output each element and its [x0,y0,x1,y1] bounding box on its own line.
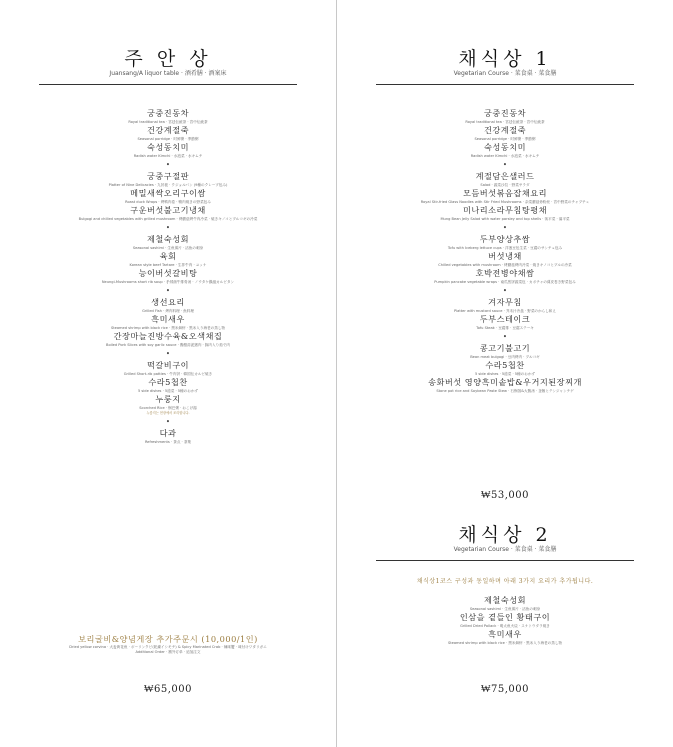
separator-dot: • [165,224,171,232]
vegetarian-2-price: ₩75,000 [481,684,529,695]
menu-item-translation: Grilled Fish · 烤肉料理 · 魚料理 [142,309,194,313]
nurungji-note: 누룽지는 현장에서 조리합니다. [146,411,190,415]
menu-item-korean-name: 누룽지 [155,394,181,404]
menu-item-translation: Pumpkin pancake vegetable wraps · 南瓜煎饼蔬菜包 · カボチャの薄皮巻き野菜包み [434,280,576,284]
menu-item-translation: Royal traditional tea · 宮廷伝統茶 · 宮中伝統茶 [128,120,208,124]
menu-item [0,188,336,205]
menu-item-korean-name: 미나리소라무침탕평채 [462,205,548,215]
menu-item-translation: Stone pot rice and Soybean Paste Stew · 石锅饭&大酱汤 · 釜飯とテンジャンチゲ [436,389,574,393]
menu-item-korean-name: 제철숙성회 [483,595,527,605]
menu-item-translation: Tofu Steak · 豆腐排 · 豆腐ステーキ [476,326,534,330]
menu-item-translation: Steamed shrimp with black rice · 黑米焖虾 · 黒米入り海老の蒸し物 [447,641,563,645]
header-rule [39,84,297,85]
menu-item [337,188,673,205]
menu-item [337,142,673,159]
vegetarian-1-price: ₩53,000 [481,490,529,501]
menu-item-translation: Seasonal porridge · 时鲜粥 · 季節粥 [137,137,199,141]
menu-item-translation: Mung Bean Jelly Salad with water parsley and top shells · 荡平菜 · 蕩平菜 [440,217,570,221]
menu-item-translation: Seasonal sashimi · 生鱼薄片 · 活魚の刺身 [132,246,204,250]
menu-subtitle: Vegetarian Course · 菜食桌 · 菜食膳 [453,546,557,553]
menu-item-korean-name: 궁중진동차 [483,108,527,118]
vegetarian-2-header [337,524,673,561]
menu-item [0,205,336,222]
separator-dot: • [502,161,508,169]
menu-item-translation: Seasonal porridge · 时鲜粥 · 季節粥 [474,137,536,141]
menu-item-korean-name: 콩고기불고기 [479,343,531,353]
juansang-header [0,48,336,85]
separator-dot: • [165,350,171,358]
menu-item-korean-name: 모듬버섯볶음잡채요리 [462,188,548,198]
menu-item-translation: Chilled vegetables with mushroom · 烤蘑菇烤肉冷菜 · 焼きキノコとプルの冷菜 [438,263,572,267]
menu-item [0,234,336,251]
juansang-course-list [0,108,336,445]
addon-order-section [0,634,336,655]
menu-item [337,314,673,331]
menu-item-translation: Platter with mustard sauce · 芥末汁冷盘 · 野菜のからし和え [454,309,556,313]
addon-detail-2: Additional Order · 额外订单 · 追加注文 [135,650,201,654]
menu-item-translation: Bulgogi and chilled vegetables with grilled mushroom · 烤蘑菇烤牛肉冷菜 · 焼きキノコとプルコギの冷菜 [78,217,258,221]
menu-item [0,377,336,394]
menu-item [337,205,673,222]
header-rule [376,560,634,561]
separator-dot: • [165,161,171,169]
juansang-price-block [0,684,336,695]
menu-item [337,629,673,646]
menu-item [337,377,673,394]
menu-item-korean-name: 건강계절죽 [146,125,190,135]
menu-item-translation: Tofu with Iceberg lettuce cups · 洋葱豆包生菜 · 豆腐のサンチュ包み [447,246,563,250]
menu-item-korean-name: 구운버섯불고기냉채 [130,205,206,215]
menu-item [337,125,673,142]
menu-item-translation: Scorched Rice · 锅巴粥 · おこげ湯 [139,406,197,410]
header-rule [376,84,634,85]
menu-item-korean-name: 흑미새우 [488,629,522,639]
menu-item [337,251,673,268]
menu-item [0,428,336,445]
menu-title: 주 안 상 [124,48,212,70]
menu-item [0,314,336,331]
vegetarian-2-price-block [337,684,673,695]
menu-item-translation: Boiled Pork Slices with soy garlic sauce · 酱醋蒜泥猪肉 · 豚肉入り茹で肉 [105,343,230,347]
menu-item-translation: Royal traditional tea · 宮廷伝統茶 · 宮中伝統茶 [465,120,545,124]
menu-item-korean-name: 궁중구절판 [146,171,190,181]
menu-item [337,171,673,188]
menu-item-translation: 5 side dishes · 5道菜 · 5種のおかず [137,389,199,393]
menu-item-translation: 5 side dishes · 5道菜 · 5種のおかず [474,372,536,376]
menu-item [337,108,673,125]
vegetarian-1-course-list [337,108,673,394]
menu-item [337,268,673,285]
menu-item-translation: Bean meat bulgogi · 豆肉烤肉 · プルコギ [470,355,540,359]
menu-item-korean-name: 다과 [159,428,177,438]
menu-title: 채식상 2 [458,524,552,546]
menu-item [0,171,336,188]
separator-dot: • [165,418,171,426]
menu-item-korean-name: 계절담은샐러드 [475,171,535,181]
menu-item-translation: Salad · 蔬菜沙拉 · 野菜サラダ [480,183,530,187]
menu-item-translation: Grilled Short-rib patties · 牛肉饼 · 韓国伝カルビ焼き [123,372,213,376]
menu-item-translation: Seasonal sashimi · 生鱼薄片 · 活魚の刺身 [469,607,541,611]
menu-item-korean-name: 궁중진동차 [146,108,190,118]
menu-item-korean-name: 호박전병야채쌈 [475,268,535,278]
menu-item-korean-name: 제철숙성회 [146,234,190,244]
menu-item-translation: Roast duck Wraps · 烤鸭肉卷 · 鴨肉焼きの野菜包み [125,200,211,204]
menu-item [0,251,336,268]
menu-item [0,268,336,285]
menu-item-korean-name: 생선요리 [151,297,185,307]
menu-item [0,394,336,411]
menu-item-translation: Korean style beef Tartare · 生拌牛肉 · ユッケ [129,263,207,267]
menu-item [0,125,336,142]
menu-item-korean-name: 능이버섯갈비탕 [138,268,198,278]
menu-item-translation: Steamed shrimp with black rice · 黑米焖虾 · 黒米入り海老の蒸し物 [110,326,226,330]
separator-dot: • [165,287,171,295]
menu-item-translation: Grilled Dried Pollack · 明太鱼火烧 · スケトウダラ焼き [460,624,550,628]
menu-item-korean-name: 간장마늘진방수육&오색채집 [113,331,223,341]
menu-item-korean-name: 겨자무침 [488,297,522,307]
menu-item-korean-name: 흑미새우 [151,314,185,324]
addon-detail: Dried yellow corvina · 大麦黄花鱼 · ボーリンクビ(乾燥イシモチ) & Spicy Marinated Crab · 辣味蟹 · 味付けワタリガニ [69,645,267,649]
menu-item-translation: Radish water Kimchi · 水泡菜 · 水キムチ [470,154,540,158]
addon-title: 보리굴비&양념게장 추가주문시 (10,000/1인) [78,634,258,644]
menu-item-korean-name: 수라5첩찬 [485,360,525,370]
menu-item-korean-name: 숙성동치미 [483,142,527,152]
menu-item-korean-name: 인삼을 곁들인 황태구이 [459,612,551,622]
menu-item [0,142,336,159]
menu-item [337,234,673,251]
menu-item [337,297,673,314]
menu-subtitle: Juansang/A liquor table · 酒肴膳 · 酒案床 [109,70,227,77]
menu-item [337,343,673,360]
menu-item [0,108,336,125]
menu-item-korean-name: 버섯냉채 [488,251,522,261]
menu-item-translation: Platter of Nine Delicacies · 九折板 · クジョルパン (9種のクレープ包み) [108,183,228,187]
menu-item-korean-name: 두부스테이크 [479,314,531,324]
menu-item [337,595,673,612]
menu-item [337,360,673,377]
menu-item [0,297,336,314]
menu-subtitle: Vegetarian Course · 菜食桌 · 菜食膳 [453,70,557,77]
separator-dot: • [502,287,508,295]
menu-item-korean-name: 숙성동치미 [146,142,190,152]
separator-dot: • [502,333,508,341]
menu-item-translation: Refreshments · 茶点 · 茶菓 [144,440,192,444]
menu-item-translation: Royal Stir-fried Glass Noodles with Stir Fried Mushrooms · 杂菜蘑菇炒粉丝 · 宮中野菜のチャプチェ [420,200,590,204]
menu-item [0,360,336,377]
vegetarian-1-header [337,48,673,85]
menu-item-korean-name: 메밀새싹오리구이쌈 [130,188,206,198]
juansang-price: ₩65,000 [144,684,192,695]
menu-item-translation: Neungi-Mushrooms short rib soup · 矛绒菌牛排骨汤 · ノウタケ鍋風カルビタン [101,280,235,284]
menu-item [337,612,673,629]
vegetarian-2-course-list [337,576,673,646]
vegetarian-1-price-block [337,490,673,501]
vegetarian-2-intro: 채식상1코스 구성과 동일하며 아래 3가지 요리가 추가됩니다. [416,578,594,585]
menu-item-korean-name: 떡갈비구이 [146,360,190,370]
menu-title: 채식상 1 [458,48,552,70]
menu-item [0,331,336,348]
menu-item-korean-name: 송화버섯 영양흑미솥밥&우거지된장찌개 [428,377,582,387]
menu-item-translation: Radish water Kimchi · 水泡菜 · 水キムチ [133,154,203,158]
menu-item-korean-name: 수라5첩찬 [148,377,188,387]
menu-item-korean-name: 건강계절죽 [483,125,527,135]
menu-item-korean-name: 육회 [159,251,177,261]
menu-item-korean-name: 두부양상추쌈 [479,234,531,244]
separator-dot: • [502,224,508,232]
